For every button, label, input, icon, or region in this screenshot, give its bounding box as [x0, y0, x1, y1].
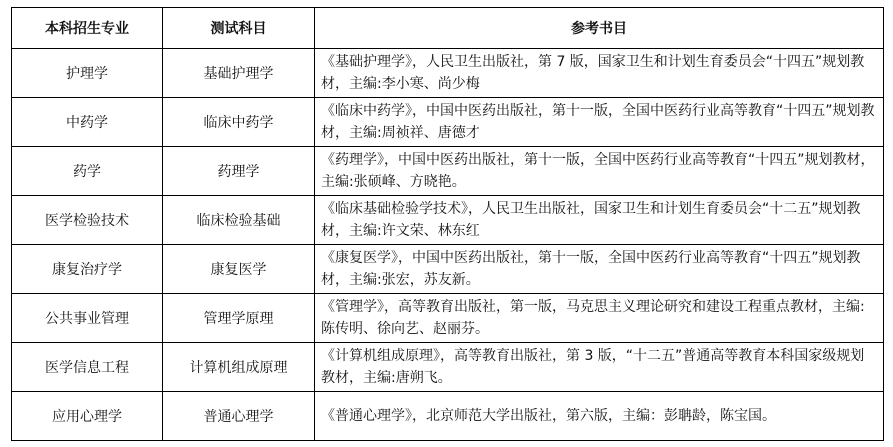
cell-subject: 管理学原理: [163, 294, 315, 343]
cell-major: 公共事业管理: [12, 294, 163, 343]
cell-reference: 《康复医学》，中国中医药出版社，第十一版，全国中医药行业高等教育“十四五”规划教材，主编:张宏，苏友新。: [315, 245, 884, 294]
table-row: [12, 294, 884, 343]
table-row: [12, 98, 884, 147]
cell-subject: 药理学: [163, 147, 315, 196]
cell-reference: 《药理学》，中国中医药出版社，第十一版，全国中医药行业高等教育“十四五”规划教材，主编:张硕峰、方晓艳。: [315, 147, 884, 196]
table-row: [12, 49, 884, 98]
header-subject: 测试科目: [163, 8, 315, 49]
cell-reference: 《管理学》，高等教育出版社，第一版，马克思主义理论研究和建设工程重点教材，主编:陈传明、徐向艺、赵丽芬。: [315, 294, 884, 343]
cell-subject: 临床检验基础: [163, 196, 315, 245]
admission-table: [11, 7, 884, 441]
cell-subject: 基础护理学: [163, 49, 315, 98]
cell-major: 医学信息工程: [12, 343, 163, 392]
cell-major: 康复治疗学: [12, 245, 163, 294]
cell-reference: 《基础护理学》，人民卫生出版社，第 7 版，国家卫生和计划生育委员会“十四五”规划教材，主编:李小寒、尚少梅: [315, 49, 884, 98]
header-major: 本科招生专业: [12, 8, 163, 49]
table-row: [12, 245, 884, 294]
cell-major: 药学: [12, 147, 163, 196]
cell-reference: 《普通心理学》，北京师范大学出版社，第六版，主编：彭聃龄，陈宝国。: [315, 392, 884, 441]
table-row: [12, 147, 884, 196]
document-page: [11, 7, 884, 441]
header-reference: 参考书目: [315, 8, 884, 49]
cell-subject: 临床中药学: [163, 98, 315, 147]
table-row: [12, 343, 884, 392]
cell-major: 应用心理学: [12, 392, 163, 441]
cell-subject: 康复医学: [163, 245, 315, 294]
cell-major: 护理学: [12, 49, 163, 98]
cell-reference: 《临床中药学》，中国中医药出版社，第十一版，全国中医药行业高等教育“十四五”规划教材，主编:周祯祥、唐德才: [315, 98, 884, 147]
table-row: [12, 196, 884, 245]
cell-reference: 《计算机组成原理》，高等教育出版社，第 3 版，“十二五”普通高等教育本科国家级规划教材，主编:唐朔飞。: [315, 343, 884, 392]
cell-reference: 《临床基础检验学技术》，人民卫生出版社，国家卫生和计划生育委员会“十二五”规划教材，主编:许文荣、林东红: [315, 196, 884, 245]
cell-major: 医学检验技术: [12, 196, 163, 245]
cell-subject: 计算机组成原理: [163, 343, 315, 392]
table-row: [12, 392, 884, 441]
cell-subject: 普通心理学: [163, 392, 315, 441]
table-header-row: [12, 8, 884, 49]
cell-major: 中药学: [12, 98, 163, 147]
